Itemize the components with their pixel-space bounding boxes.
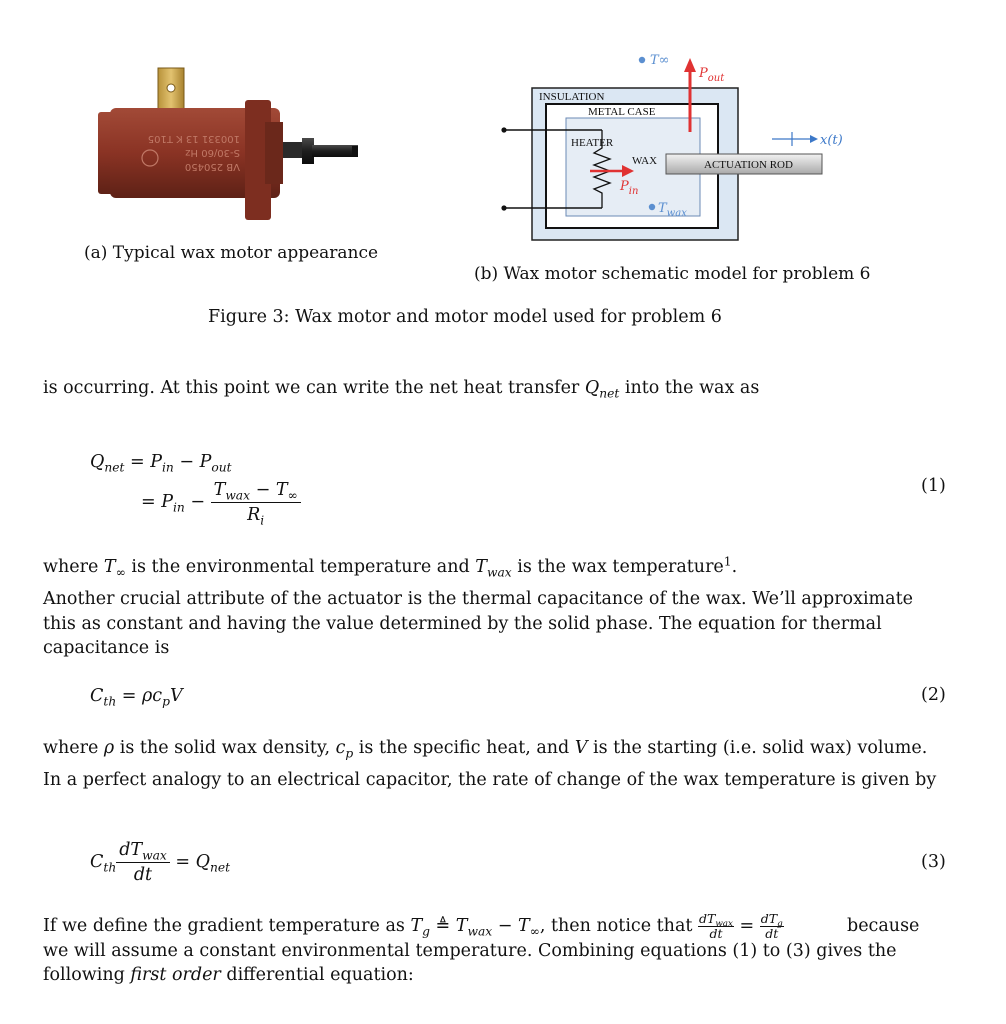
footnote-marker[interactable]: 1 [723, 554, 732, 569]
equation-2: $C_{th} = \rho c_pV$ [90, 686, 183, 709]
metal-case-label: METAL CASE [588, 106, 656, 118]
para4-c: because we will assume a constant environmental temperature. Combining equations (1) to (3) gives the following [43, 916, 920, 985]
equation-1-line-2: = $P_{in}$ − $\frac{T_{wax} - T_\infty}{R_i}$ [141, 478, 301, 527]
equation-1-line-1: $Q_{net} = P_{in} - P_{out}$ [90, 452, 232, 475]
x-t-arrowhead-icon [810, 135, 818, 143]
caption-a: (a) Typical wax motor appearance [84, 243, 379, 263]
caption-b: (b) Wax motor schematic model for problem 6 [474, 264, 871, 284]
after-eq1-c: is the wax temperature [511, 557, 724, 577]
paragraph-gradient-temperature-2 [43, 911, 949, 988]
after-eq1-d: . [731, 557, 738, 577]
wax-motor-illustration [80, 60, 370, 235]
paragraph-symbol-definitions: where ρ is the solid wax density, $c_p$ is the specific heat, and V is the starting (i.e. solid wax) volume. [43, 738, 928, 761]
p-out-arrowhead-icon [684, 58, 696, 72]
terminal-dot-top [501, 127, 506, 132]
marking-line-3: 100331 13 K T105 [147, 133, 240, 144]
after-eq1-a: where [43, 557, 104, 577]
equation-1-fraction: $\frac{T_{wax} - T_\infty}{R_i}$ [211, 478, 301, 527]
t-inf-dot [639, 57, 645, 63]
wax-motor-schematic [490, 40, 870, 250]
intro-line [43, 376, 759, 400]
insulation-label: INSULATION [539, 91, 605, 103]
paragraph-capacitor-analogy: In a perfect analogy to an electrical capacitor, the rate of change of the wax temperature is given by [43, 770, 937, 790]
after-eq1-b: is the environmental temperature and [125, 557, 476, 577]
equation-2-number: (2) [921, 685, 946, 705]
intro-text-b: into the wax as [619, 378, 760, 398]
p-in-label: $P_{in}$ [620, 179, 639, 197]
paragraph-gradient-temperature-1: If we define the gradient temperature as $T_g$ ≜ $T_{wax} - T_\infty$, then notice that $\frac{dT_{wax}}{dt}$ = $\frac{dT_g}{dt}$ [43, 911, 783, 941]
wax-label: WAX [632, 155, 658, 167]
heater-label: HEATER [571, 137, 614, 149]
t-wax-label: $T_{wax}$ [658, 201, 687, 219]
para4-d: differential equation: [220, 965, 414, 985]
equation-1-number: (1) [921, 476, 946, 496]
marking-line-2: S-30/60 Hz [185, 147, 240, 158]
t-wax-dot [649, 204, 655, 210]
equation-3: $C_{th}$ $\frac{dT_{wax}}{dt}$ = $Q_{net}$ [90, 840, 230, 885]
para4-b: , then notice that [539, 916, 698, 936]
first-order-emphasis: first order [130, 965, 221, 985]
after-equation-1: where $T_\infty$ is the environmental temperature and $T_{wax}$ is the wax temperature$^1$. [43, 554, 738, 580]
para3-c: is the specific heat, and [353, 738, 575, 758]
para3-a: where [43, 738, 104, 758]
q-net-symbol: $Q_{net}$ [584, 378, 620, 401]
paragraph-thermal-capacitance: Another crucial attribute of the actuator is the thermal capacitance of the wax. We’ll approximate this as constant and having the value determined by the solid phase. The equation for thermal capacitance is [43, 589, 913, 658]
para3-d: is the starting (i.e. solid wax) volume. [587, 738, 928, 758]
p-out-label: $P_{out}$ [699, 66, 725, 84]
terminal-dot-bottom [501, 205, 506, 210]
marking-line-1: VB 250450 [184, 161, 240, 172]
figure-caption: Figure 3: Wax motor and motor model used for problem 6 [208, 307, 722, 327]
para4-a: If we define the gradient temperature as [43, 916, 411, 936]
equation-3-number: (3) [921, 852, 946, 872]
wax-motor-photo [80, 60, 370, 235]
actuation-rod-label: ACTUATION ROD [704, 159, 793, 171]
dtwax-dt-fraction: $\frac{dT_{wax}}{dt}$ [698, 911, 733, 941]
t-inf-label: T∞ [650, 53, 670, 68]
equation-3-fraction: $\frac{dT_{wax}}{dt}$ [116, 838, 170, 887]
para3-b: is the solid wax density, [114, 738, 336, 758]
x-t-label: x(t) [820, 133, 843, 148]
dtg-dt-fraction: $\frac{dT_g}{dt}$ [760, 911, 783, 941]
intro-text-a: is occurring. At this point we can write the net heat transfer [43, 378, 585, 398]
